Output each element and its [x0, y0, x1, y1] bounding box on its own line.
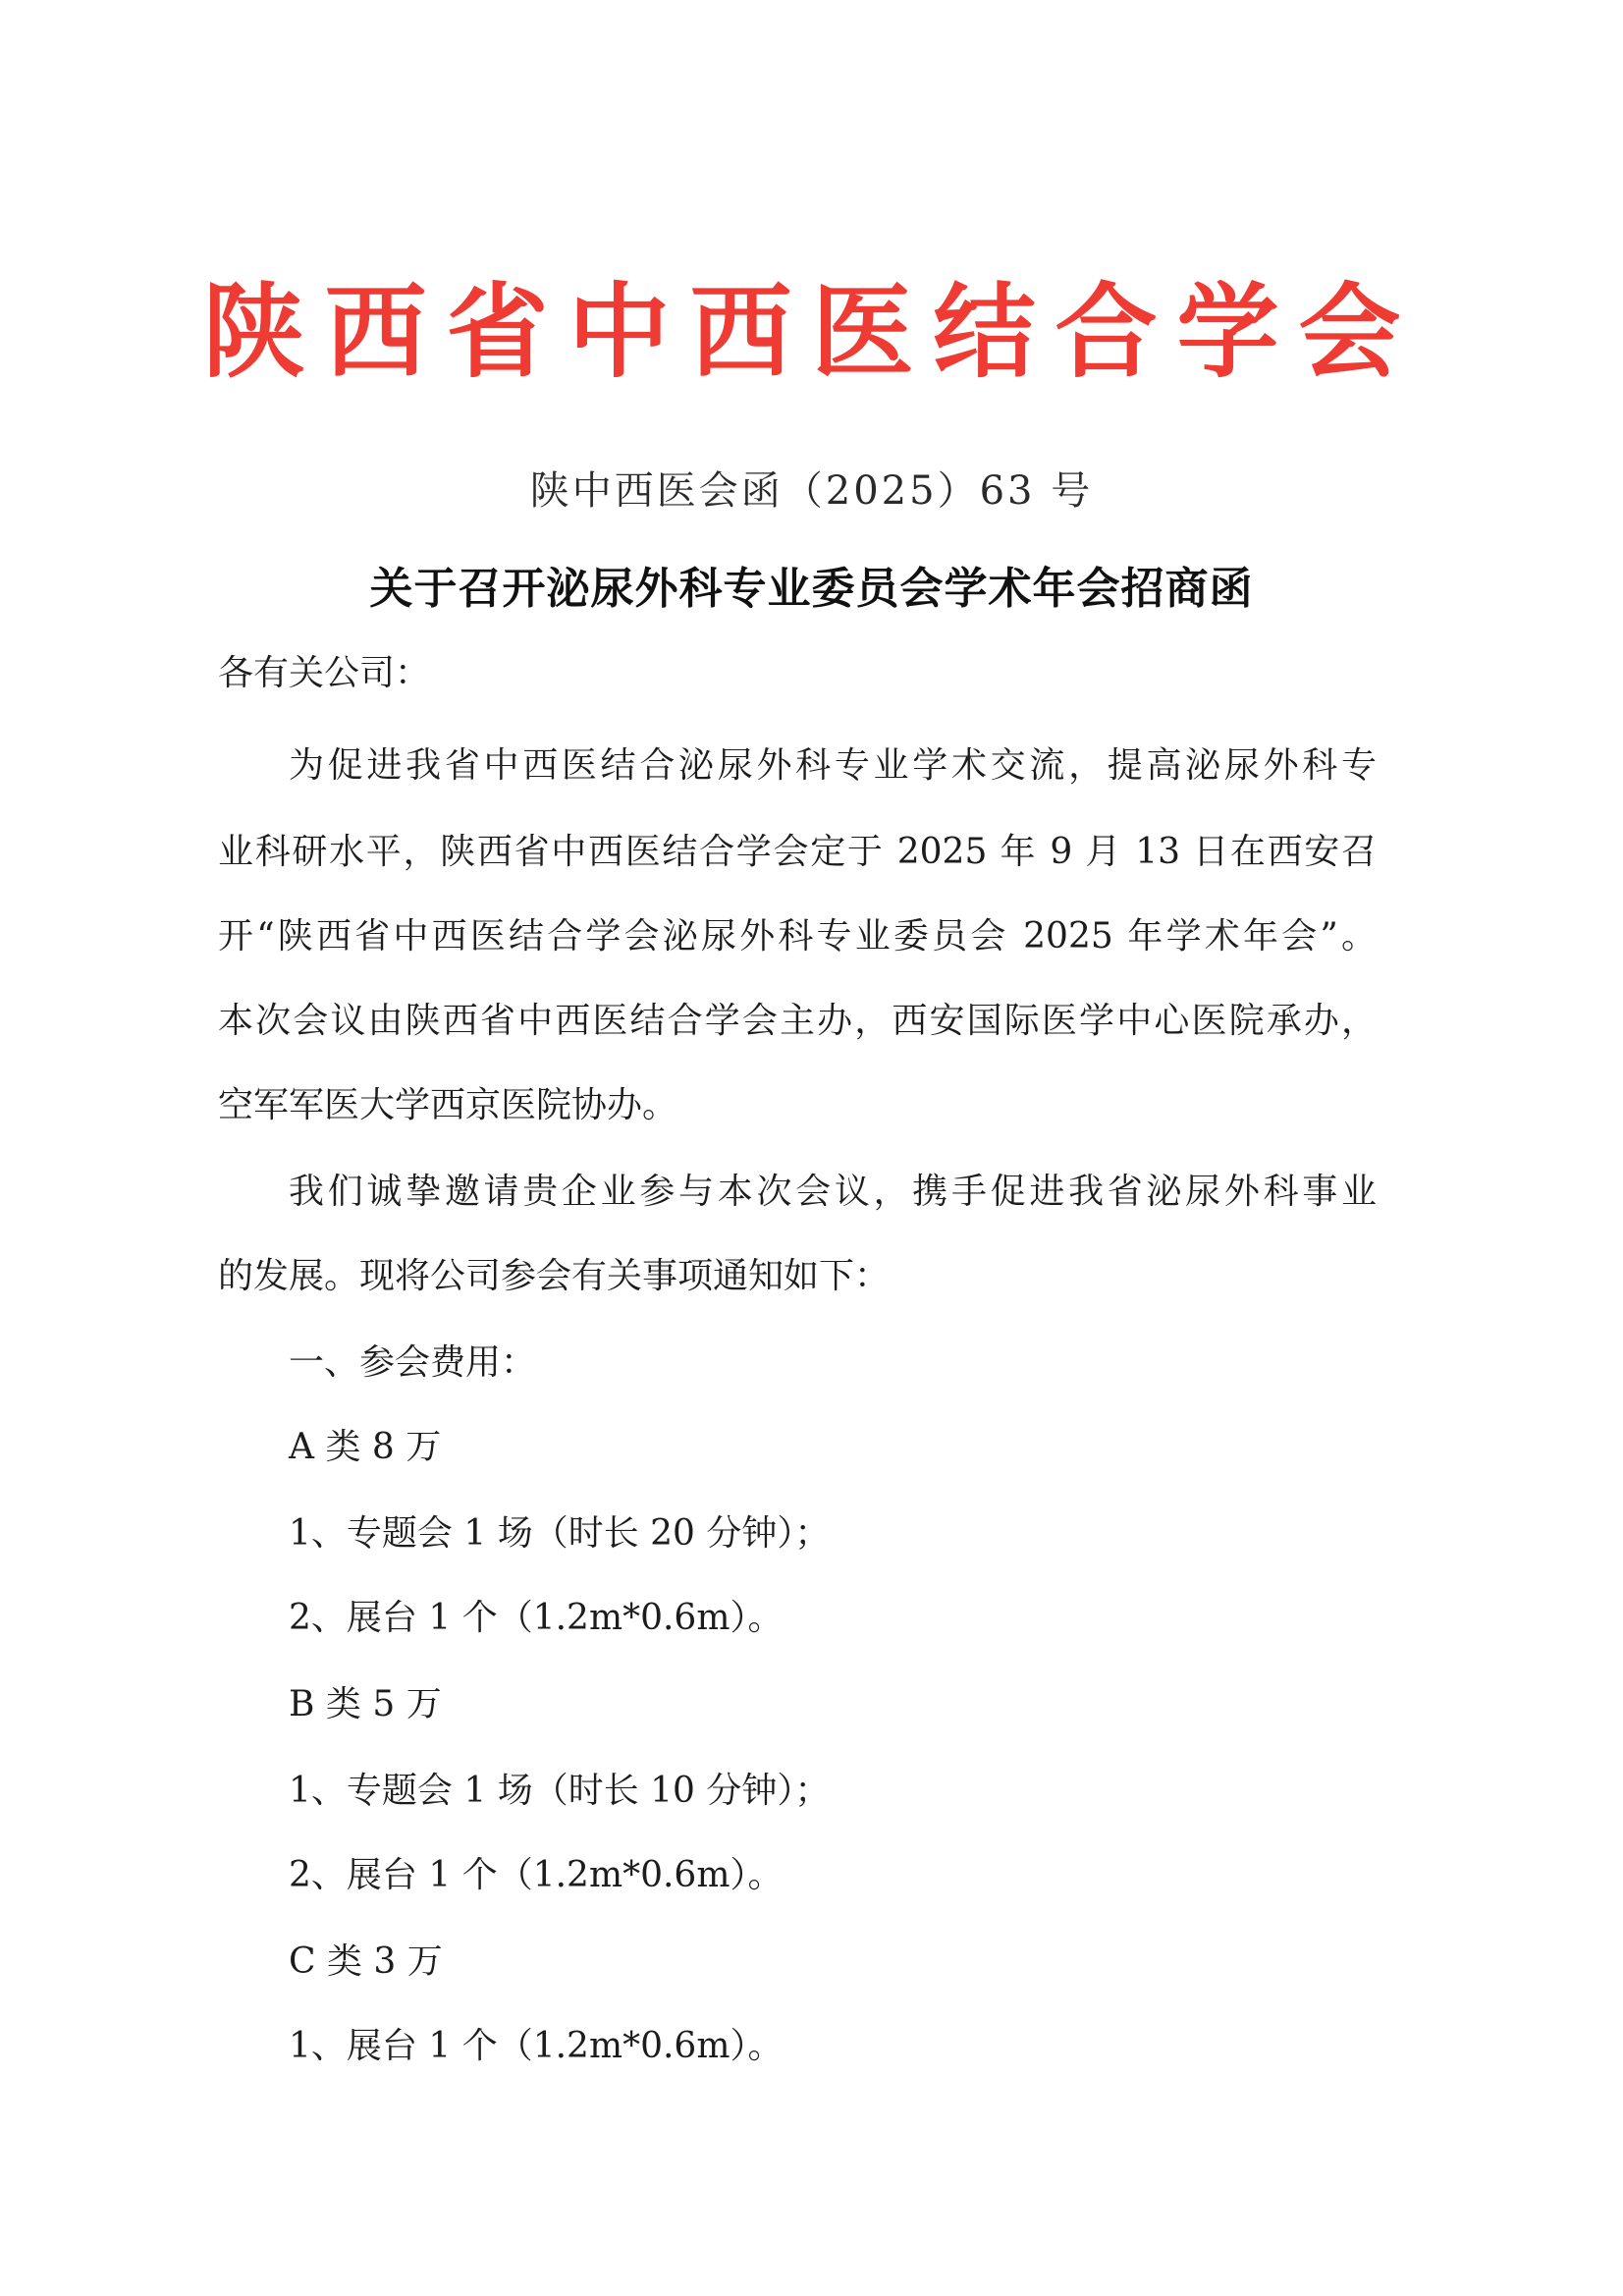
class-b-item-1: 1、专题会 1 场（时长 10 分钟）；	[289, 1771, 831, 1811]
paragraph-1-line-3: 开“陕西省中西医结合学会泌尿外科专业委员会 2025 年学术年会”。	[218, 916, 1377, 957]
organization-letterhead: 陕西省中西医结合学会	[202, 272, 1421, 392]
class-c-label: C 类 3 万	[289, 1941, 443, 1982]
class-a-item-1: 1、专题会 1 场（时长 20 分钟）；	[289, 1513, 831, 1554]
paragraph-1-line-2: 业科研水平，陕西省中西医结合学会定于 2025 年 9 月 13 日在西安召	[218, 832, 1377, 872]
paragraph-1-line-1: 为促进我省中西医结合泌尿外科专业学术交流，提高泌尿外科专	[289, 745, 1377, 786]
class-c-item-1: 1、展台 1 个（1.2m*0.6m）。	[289, 2026, 784, 2066]
paragraph-2-line-1: 我们诚挚邀请贵企业参与本次会议，携手促进我省泌尿外科事业	[289, 1172, 1377, 1212]
document-title: 关于召开泌尿外科专业委员会学术年会招商函	[369, 564, 1254, 614]
class-a-item-2: 2、展台 1 个（1.2m*0.6m）。	[289, 1598, 784, 1638]
salutation: 各有关公司：	[218, 653, 431, 693]
document-number: 陕中西医会函（2025）63 号	[529, 468, 1094, 514]
class-a-label: A 类 8 万	[289, 1427, 442, 1467]
paragraph-1-line-5: 空军军医大学西京医院协办。	[218, 1085, 678, 1125]
paragraph-1-line-4: 本次会议由陕西省中西医结合学会主办，西安国际医学中心医院承办，	[218, 1001, 1377, 1041]
paragraph-2-line-2: 的发展。现将公司参会有关事项通知如下：	[218, 1256, 891, 1296]
fees-heading: 一、参会费用：	[289, 1342, 537, 1383]
class-b-label: B 类 5 万	[289, 1684, 442, 1724]
class-b-item-2: 2、展台 1 个（1.2m*0.6m）。	[289, 1855, 784, 1895]
